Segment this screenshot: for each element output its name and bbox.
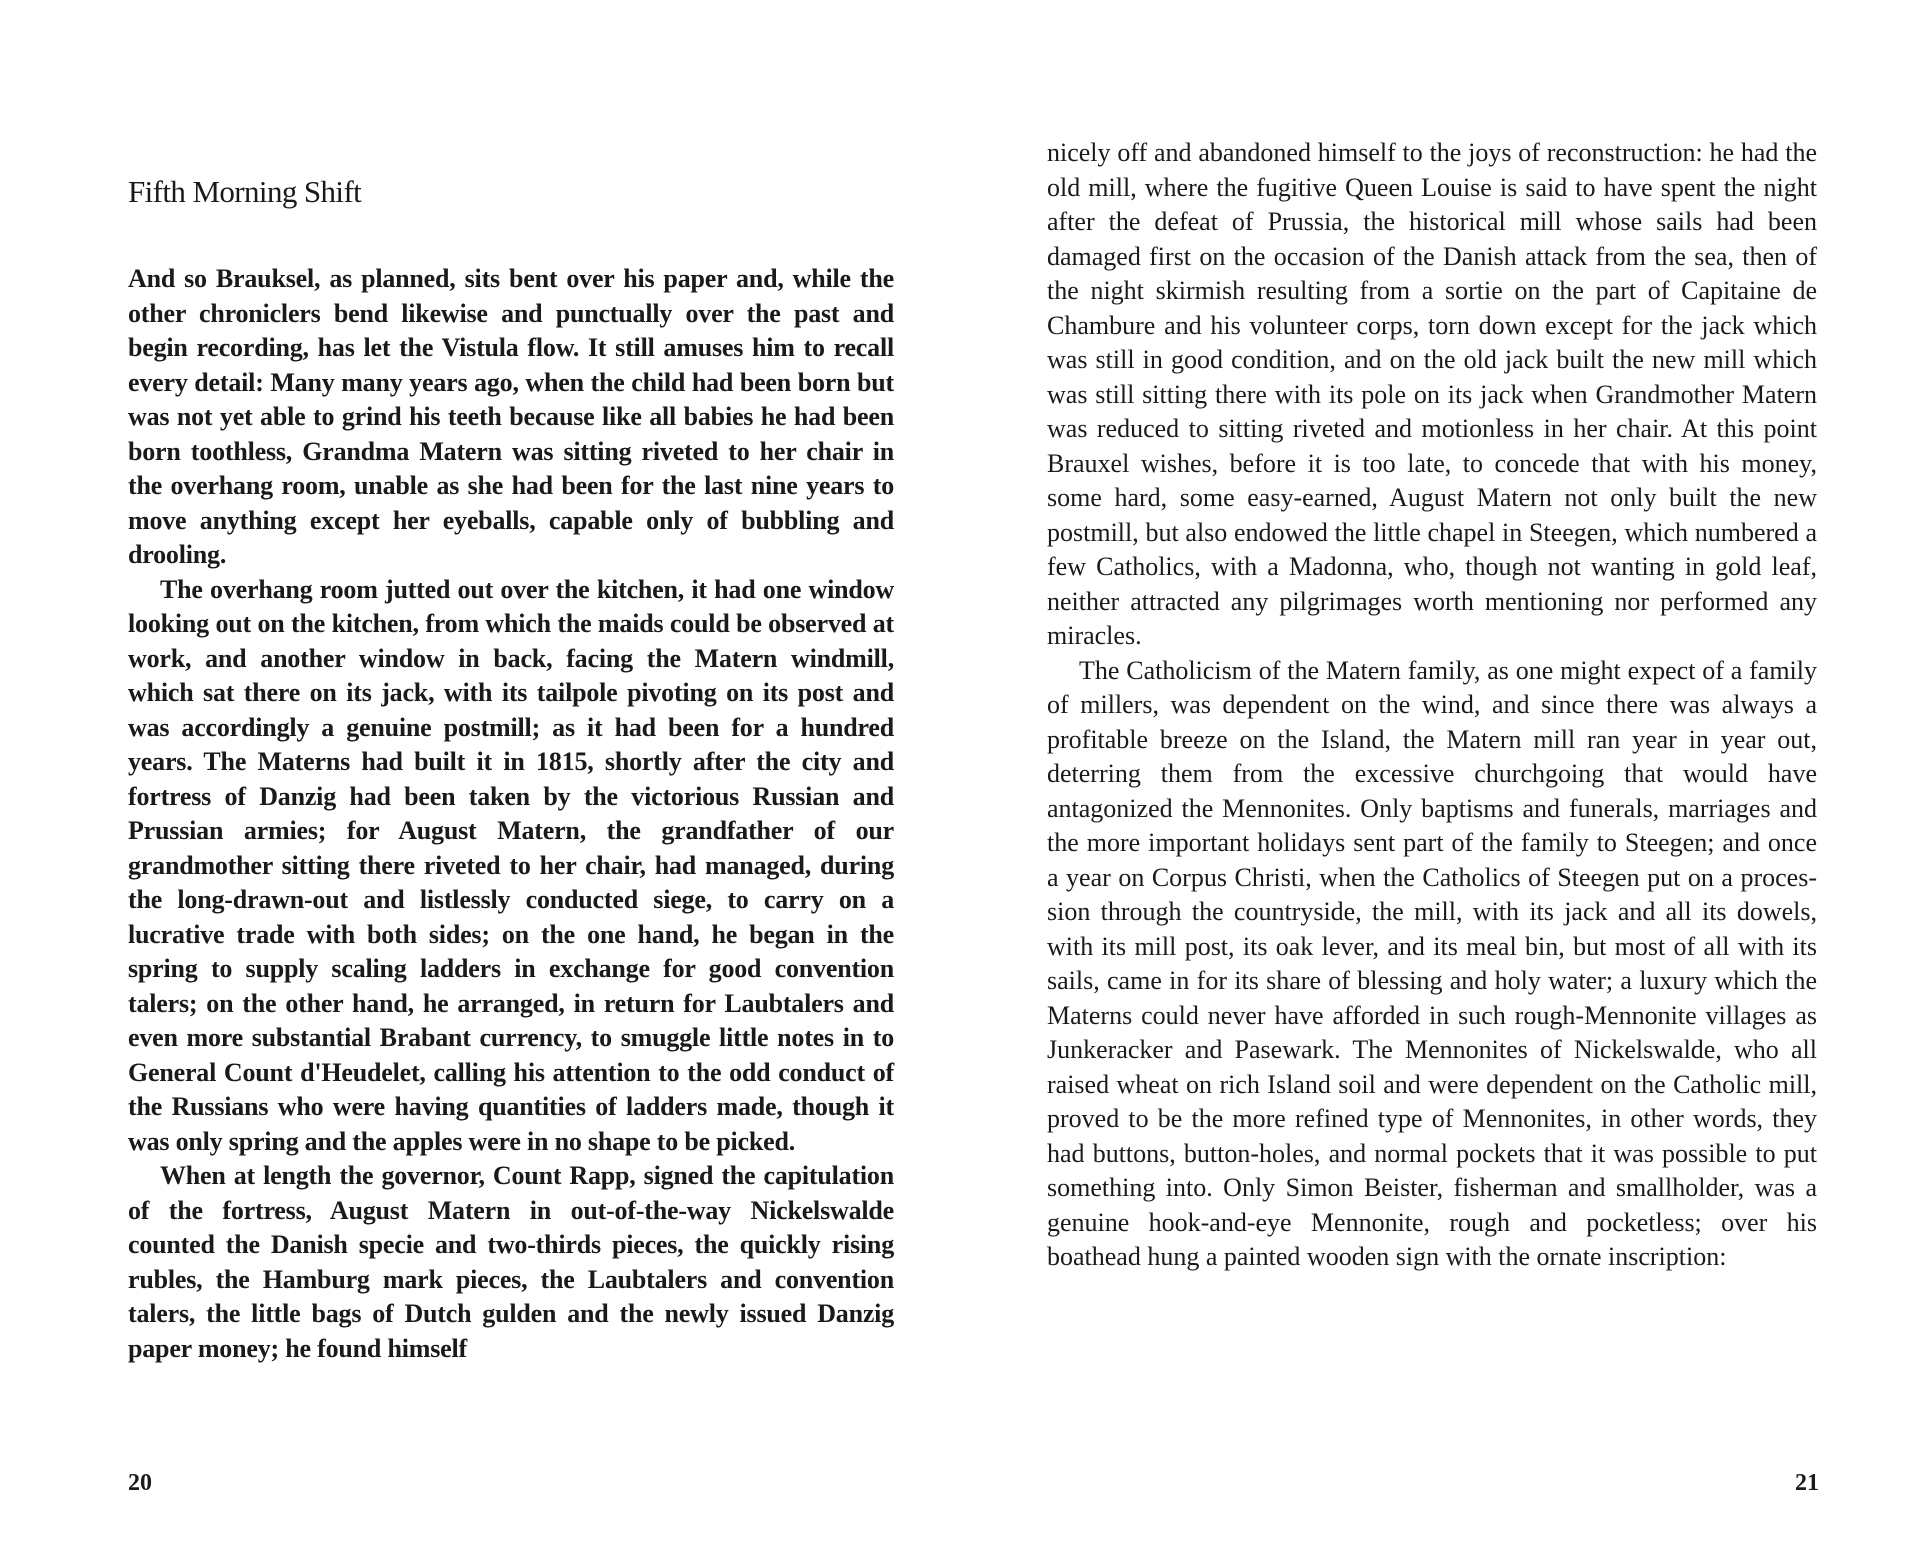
left-page-body [128,262,894,1366]
paragraph: The Catholicism of the Matern family, as one might expect of a family of millers, was dependent on the wind, and since there was always a profitable breeze on the Island, the Matern mill ran year in year out, deterring them from the excessive churchgoing that would have antagonized the Mennonites. Only baptisms and funerals, marriages and the more important holidays sent part of the family to Steegen; and once a year on Corpus Christi, when the Catholics of Steegen put on a procession through the countryside, the mill, with its jack and all its dowels, with its mill post, its oak lever, and its meal bin, but most of all with its sails, came in for its share of blessing and holy water; a luxury which the Materns could never have afforded in such rough-Mennonite villages as Junkeracker and Pasewark. The Mennonites of Nickelswalde, who all raised wheat on rich Island soil and were dependent on the Catholic mill, proved to be the more refined type of Mennonites, in other words, they had buttons, button-holes, and normal pockets that it was possible to put something into. Only Simon Beister, fisherman and smallholder, was a genuine hook-and-eye Mennonite, rough and pocketless; over his boathead hung a painted wooden sign with the ornate inscription: [1047,655,1817,1271]
paragraph: The overhang room jutted out over the kitchen, it had one window looking out on the kitchen, from which the maids could be observed at work, and another window in back, facing the Matern windmill, which sat there on its jack, with its tailpole pivoting on its post and was accordingly a genuine postmill; as it had been for a hundred years. The Materns had built it in 1815, shortly after the city and fortress of Danzig had been taken by the victorious Russian and Prussian armies; for August Matern, the grandfather of our grandmother sitting there riveted to her chair, had managed, during the long-drawn-out and listlessly conducted siege, to carry on a lucrative trade with both sides; on the one hand, he began in the spring to supply scaling ladders in exchange for good convention talers; on the other hand, he arranged, in return for Laubtalers and even more substantial Brabant currency, to smuggle little notes in to General Count d'Heudelet, calling his attention to the odd conduct of the Russians who were having quantities of ladders made, though it was only spring and the apples were in no shape to be picked. [128,574,894,1156]
right-page [955,0,1911,1567]
right-page-body [1047,136,1817,1275]
paragraph: nicely off and abandoned himself to the joys of reconstruction: he had the old mill, where the fugitive Queen Louise is said to have spent the night after the defeat of Prussia, the historical mill whose sails had been damaged first on the occasion of the Danish attack from the sea, then of the night skirmish resulting from a sortie on the part of Capitaine de Chambure and his volunteer corps, torn down except for the jack which was still in good condition, and on the old jack built the new mill which was still sitting there with its pole on its jack when Grandmother Matern was reduced to sitting riveted and motionless in her chair. At this point Brauxel wishes, before it is too late, to concede that with his money, some hard, some easy-earned, August Matern not only built the new postmill, but also endowed the little chapel in Steegen, which numbered a few Catholics, with a Madonna, who, though not wanting in gold leaf, neither attracted any pilgrimages worth mentioning nor performed any miracles. [1047,138,1817,650]
page-number: 20 [128,1470,152,1496]
paragraph: And so Brauksel, as planned, sits bent over his paper and, while the other chroniclers bend likewise and punctually over the past and begin recording, has let the Vistula flow. It still amuses him to recall every detail: Many many years ago, when the child had been born but was not yet able to grind his teeth because like all babies he had been born toothless, Grandma Matern was sitting riveted to her chair in the overhang room, unable as she had been for the last nine years to move anything except her eyeballs, capable only of bubbling and drooling. [128,264,894,569]
paragraph: When at length the governor, Count Rapp, signed the capitulation of the fortress, August Matern in out-of-the-way Nickelswalde counted the Danish specie and two-thirds pieces, the quickly rising rubles, the Hamburg mark pieces, the Laubtalers and convention talers, the little bags of Dutch gulden and the newly issued Danzig paper money; he found himself [128,1161,894,1363]
chapter-heading: Fifth Morning Shift [128,174,362,209]
page-number: 21 [1795,1470,1819,1496]
left-page [0,0,955,1567]
